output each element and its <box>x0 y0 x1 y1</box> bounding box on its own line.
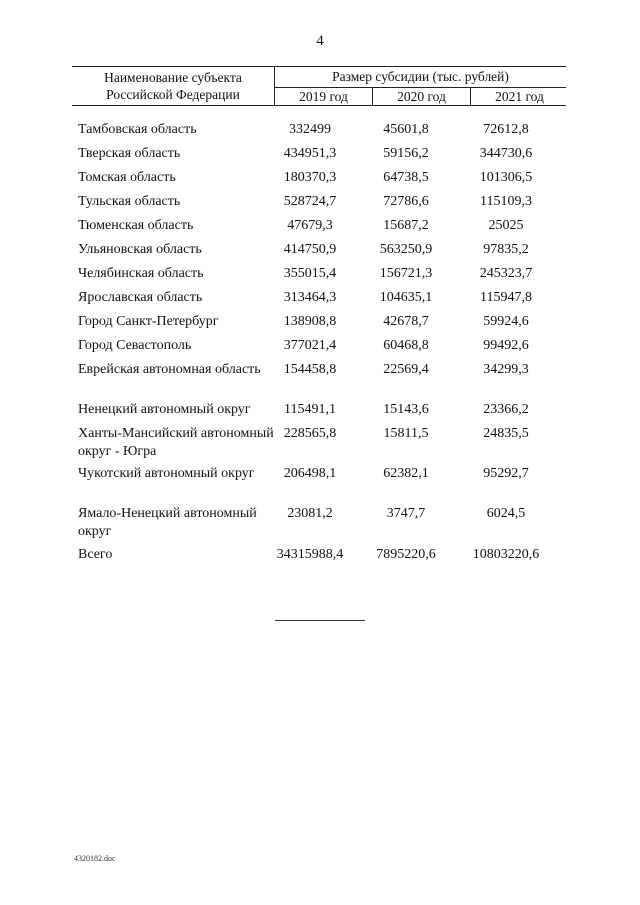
value-2019: 47679,3 <box>287 218 333 233</box>
value-2019: 434951,3 <box>283 146 337 161</box>
table-row <box>78 313 568 337</box>
value-2020: 156721,3 <box>379 266 433 281</box>
value-2020: 15687,2 <box>383 218 429 233</box>
value-2021: 115109,3 <box>480 194 532 209</box>
value-2021: 97835,2 <box>483 242 529 257</box>
page-number: 4 <box>316 33 324 49</box>
value-2020: 104635,1 <box>379 290 433 305</box>
region-name: Тульская область <box>78 194 181 209</box>
region-name: Ханты-Мансийский автономный округ - Югра <box>78 426 274 459</box>
value-2020: 62382,1 <box>383 466 429 481</box>
table-row <box>78 337 568 361</box>
value-2021: 72612,8 <box>483 122 529 137</box>
value-2020: 3747,7 <box>386 506 426 521</box>
value-2021: 101306,5 <box>479 170 533 185</box>
value-2020: 15811,5 <box>383 426 429 441</box>
table-row <box>78 401 568 425</box>
value-2020: 22569,4 <box>383 362 429 377</box>
header-year-2021: 2021 год <box>495 89 544 104</box>
value-2019: 206498,1 <box>283 466 337 481</box>
value-2020: 64738,5 <box>383 170 429 185</box>
value-2020: 60468,8 <box>383 338 429 353</box>
region-name: Тверская область <box>78 146 181 161</box>
end-rule <box>275 620 365 621</box>
value-2019: 313464,3 <box>283 290 337 305</box>
region-name: Челябинская область <box>78 266 204 281</box>
region-name: Томская область <box>78 170 176 185</box>
value-2021: 115947,8 <box>480 290 532 305</box>
value-2020: 42678,7 <box>383 314 429 329</box>
value-2021: 34299,3 <box>483 362 529 377</box>
value-2021: 24835,5 <box>483 426 529 441</box>
table-row <box>78 121 568 145</box>
value-2020: 7895220,6 <box>376 547 436 562</box>
value-2019: 23081,2 <box>287 506 333 521</box>
value-2020: 563250,9 <box>379 242 433 257</box>
region-name: Ульяновская область <box>78 242 202 257</box>
value-2019: 355015,4 <box>283 266 337 281</box>
value-2021: 25025 <box>488 218 524 233</box>
header-subsidy-size: Размер субсидии (тыс. рублей) <box>332 69 509 84</box>
value-2020: 45601,8 <box>383 122 429 137</box>
value-2019: 228565,8 <box>283 426 337 441</box>
value-2021: 99492,6 <box>483 338 529 353</box>
region-name: Всего <box>78 547 113 562</box>
value-2020: 72786,6 <box>383 194 429 209</box>
value-2021: 10803220,6 <box>472 547 540 562</box>
value-2020: 15143,6 <box>383 402 429 417</box>
table-row <box>78 241 568 265</box>
region-name: Тамбовская область <box>78 122 197 137</box>
header-name-line2: Российской Федерации <box>106 87 240 102</box>
region-name: Тюменская область <box>78 218 194 233</box>
region-name: Город Севастополь <box>78 338 192 353</box>
header-year-2019: 2019 год <box>299 89 348 104</box>
value-2019: 528724,7 <box>283 194 337 209</box>
region-name: Город Санкт-Петербург <box>78 314 219 329</box>
document-filename: 4320182.doc <box>74 854 116 863</box>
value-2019: 154458,8 <box>283 362 337 377</box>
table-row <box>78 169 568 193</box>
value-2021: 6024,5 <box>486 506 526 521</box>
table-row <box>78 193 568 217</box>
table-row <box>78 505 568 546</box>
value-2021: 344730,6 <box>479 146 533 161</box>
value-2021: 23366,2 <box>483 402 529 417</box>
table-row <box>78 145 568 169</box>
value-2019: 414750,9 <box>283 242 337 257</box>
region-name: Чукотский автономный округ <box>78 466 255 481</box>
table-header <box>72 66 566 106</box>
value-2020: 59156,2 <box>383 146 429 161</box>
table-row <box>78 425 568 465</box>
value-2019: 180370,3 <box>283 170 337 185</box>
value-2019: 138908,8 <box>283 314 337 329</box>
table-row <box>78 361 568 401</box>
region-name: Еврейская автономная область <box>78 362 261 377</box>
value-2021: 95292,7 <box>483 466 529 481</box>
table-row <box>78 289 568 313</box>
header-name-line1: Наименование субъекта <box>104 70 242 85</box>
region-name: Ямало-Ненецкий автономный округ <box>78 506 257 539</box>
value-2019: 377021,4 <box>283 338 337 353</box>
region-name: Ярославская область <box>78 290 203 305</box>
value-2021: 245323,7 <box>479 266 533 281</box>
table-body <box>78 121 568 570</box>
value-2019: 34315988,4 <box>276 547 344 562</box>
table-row <box>78 465 568 505</box>
value-2019: 332499 <box>289 122 331 137</box>
value-2019: 115491,1 <box>284 402 336 417</box>
table-row <box>78 217 568 241</box>
region-name: Ненецкий автономный округ <box>78 402 251 417</box>
table-row-total <box>78 546 568 570</box>
header-region-column <box>72 67 274 105</box>
header-year-2020: 2020 год <box>397 89 446 104</box>
table-row <box>78 265 568 289</box>
value-2021: 59924,6 <box>483 314 529 329</box>
